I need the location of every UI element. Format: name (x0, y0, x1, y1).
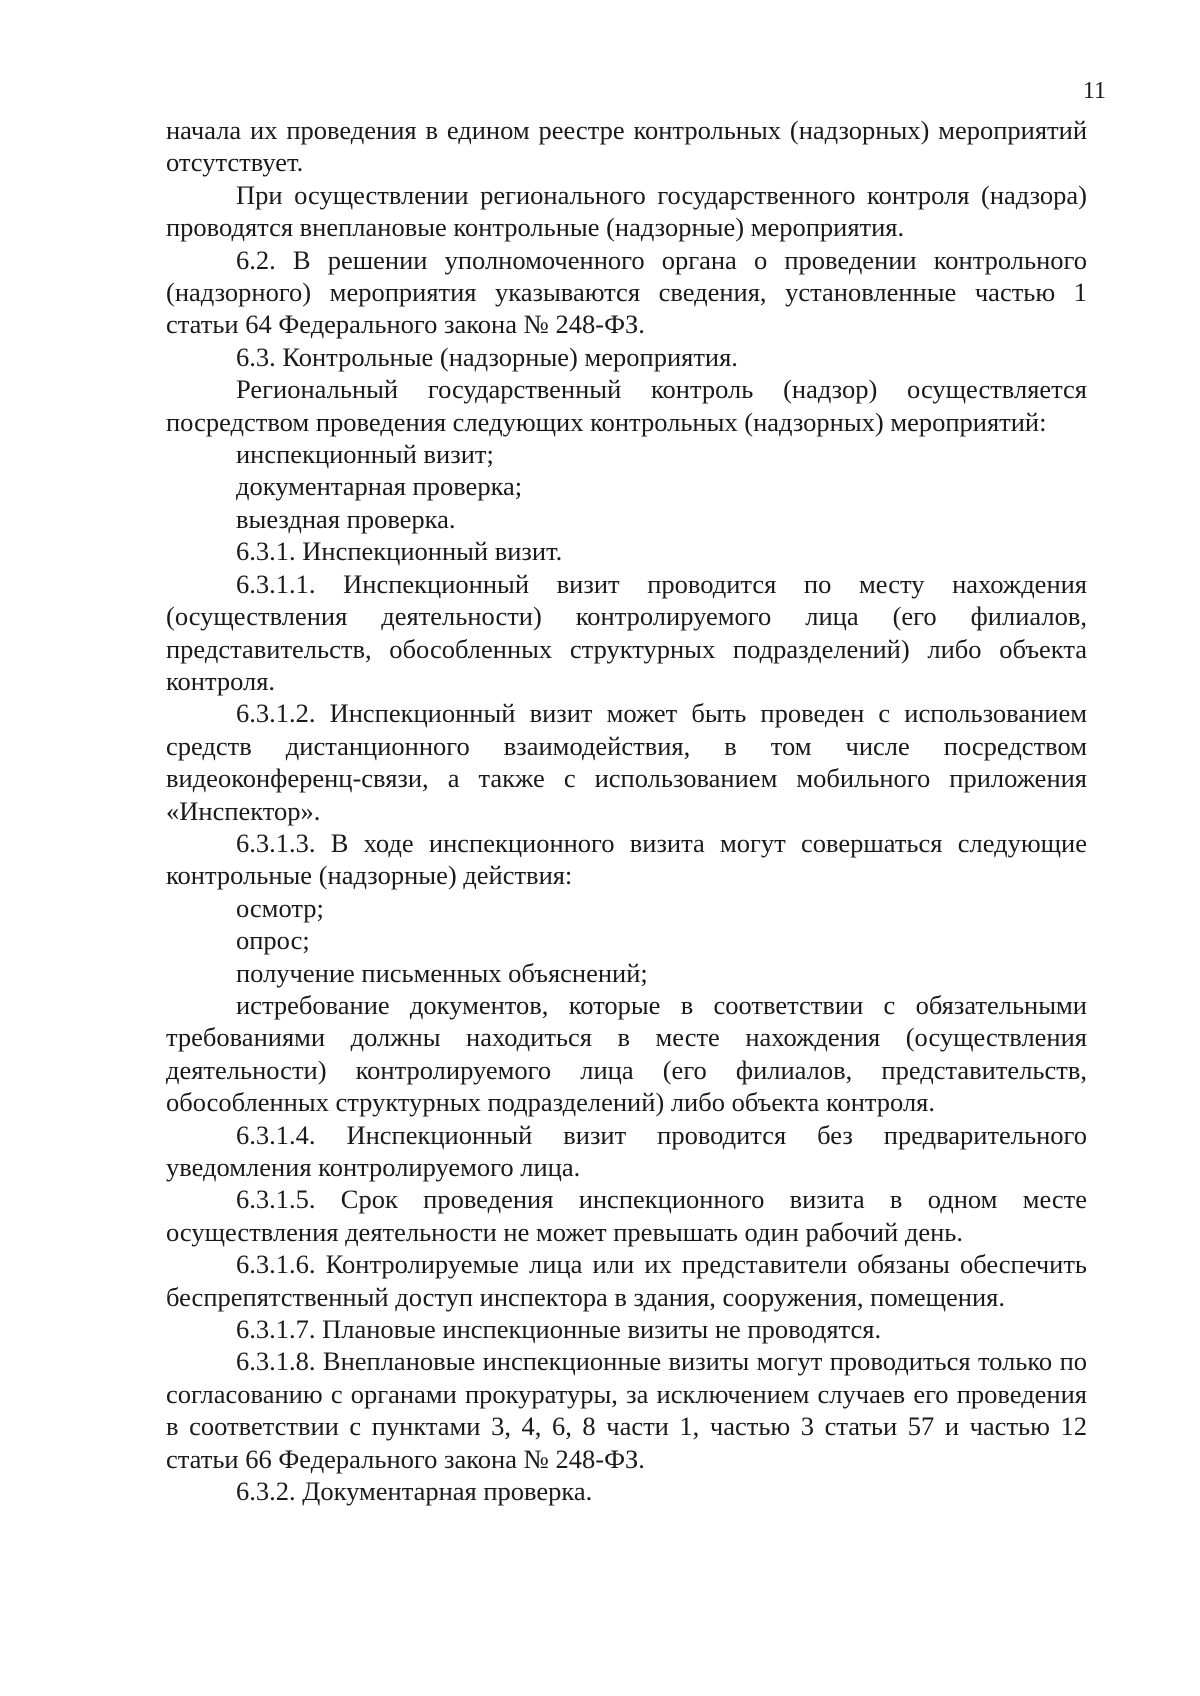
paragraph-6-3-2: 6.3.2. Документарная проверка. (236, 1476, 593, 1507)
list-item: опрос; (236, 925, 310, 956)
paragraph: Региональный государственный контроль (надзор) осуществляется посредством проведения следующих контрольных (надзорных) мероприятий: (166, 374, 1087, 437)
paragraph-6-3-1-2: 6.3.1.2. Инспекционный визит может быть проведен с использованием средств дистанционного взаимодействия, в том числе посредством видеоконференц-связи, а также с использованием мобильного приложения «Инспектор». (166, 698, 1087, 826)
paragraph-6-3-1-1: 6.3.1.1. Инспекционный визит проводится по месту нахождения (осуществления деятельности) контролируемого лица (его филиалов, представительств, обособленных структурных подразделений) либо объекта контроля. (166, 568, 1087, 696)
list-item: осмотр; (236, 892, 324, 923)
paragraph-6-3-1-6: 6.3.1.6. Контролируемые лица или их представители обязаны обеспечить беспрепятственный доступ инспектора в здания, сооружения, помещения. (166, 1249, 1087, 1312)
paragraph-6-3-1-4: 6.3.1.4. Инспекционный визит проводится без предварительного уведомления контролируемого лица. (166, 1119, 1087, 1182)
page-number: 11 (1082, 78, 1106, 104)
paragraph-6-3-1-7: 6.3.1.7. Плановые инспекционные визиты не проводятся. (236, 1314, 882, 1345)
paragraph-6-3-1-5: 6.3.1.5. Срок проведения инспекционного визита в одном месте осуществления деятельности не может превышать один рабочий день. (166, 1184, 1087, 1247)
list-item: инспекционный визит; (236, 439, 494, 470)
paragraph-6-3-1: 6.3.1. Инспекционный визит. (236, 536, 563, 567)
list-item: документарная проверка; (236, 471, 523, 502)
paragraph-6-3-1-3: 6.3.1.3. В ходе инспекционного визита могут совершаться следующие контрольные (надзорные) действия: (166, 827, 1087, 891)
list-item: выездная проверка. (236, 503, 456, 534)
list-item: получение письменных объяснений; (236, 957, 648, 988)
list-item: истребование документов, которые в соответствии с обязательными требованиями должны находиться в месте нахождения (осуществления деятельности) контролируемого лица (его филиалов, представительств, обособленных структурных подразделений) либо объекта контроля. (166, 989, 1087, 1118)
paragraph-continuation: начала их проведения в едином реестре контрольных (надзорных) мероприятий отсутствует. (166, 115, 1087, 178)
paragraph-6-3: 6.3. Контрольные (надзорные) мероприятия. (236, 341, 738, 372)
paragraph: При осуществлении регионального государственного контроля (надзора) проводятся внеплановые контрольные (надзорные) мероприятия. (166, 179, 1087, 243)
paragraph-6-2: 6.2. В решении уполномоченного органа о проведении контрольного (надзорного) мероприятия указываются сведения, установленные частью 1 статьи 64 Федерального закона № 248-ФЗ. (166, 244, 1087, 340)
document-body (166, 114, 1087, 1507)
paragraph-6-3-1-8: 6.3.1.8. Внеплановые инспекционные визиты могут проводиться только по согласованию с органами прокуратуры, за исключением случаев его проведения в соответствии с пунктами 3, 4, 6, 8 части 1, частью 3 статьи 57 и частью 12 статьи 66 Федерального закона № 248-ФЗ. (166, 1346, 1087, 1474)
